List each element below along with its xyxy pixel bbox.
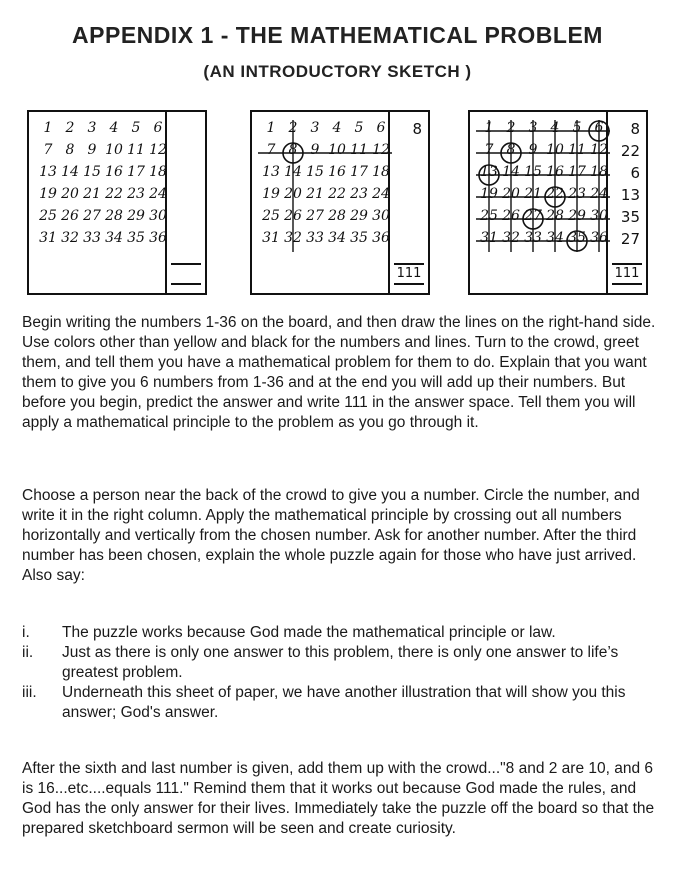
grid-number: 32 [61, 230, 79, 246]
grid-number: 6 [376, 120, 386, 136]
grid-number: 34 [105, 230, 123, 246]
grid-number: 13 [39, 164, 57, 180]
grid-number: 27 [524, 208, 542, 224]
grid-number: 31 [39, 230, 57, 246]
grid-number: 25 [262, 208, 280, 224]
grid-number: 5 [354, 120, 364, 136]
answer-box: 111 [394, 263, 424, 285]
grid-number: 17 [127, 164, 145, 180]
grid-number: 6 [594, 120, 604, 136]
grid-number: 18 [149, 164, 167, 180]
grid-number: 29 [350, 208, 368, 224]
grid-number: 20 [61, 186, 79, 202]
grid-number: 10 [546, 142, 564, 158]
grid-number: 8 [65, 142, 75, 158]
answer-column [167, 112, 205, 293]
grid-number: 27 [83, 208, 101, 224]
grid-number: 20 [502, 186, 520, 202]
chosen-number: 6 [630, 164, 640, 182]
grid-number: 29 [568, 208, 586, 224]
grid-number: 28 [328, 208, 346, 224]
grid-number: 34 [328, 230, 346, 246]
number-grid [29, 112, 167, 293]
grid-number: 20 [284, 186, 302, 202]
grid-number: 15 [306, 164, 324, 180]
paragraph-instructions-3: After the sixth and last number is given, add them up with the crowd..."8 and 2 are 10, and 6 is 16...etc....equals 111." Remind them that it works out because God made the rules, and God has the only answer for their lives. Immediately take the puzzle off the board so that the prepared sketchboard sermon will be seen and create curiosity. [22, 760, 655, 837]
grid-number: 19 [39, 186, 57, 202]
grid-number: 7 [43, 142, 53, 158]
grid-number: 9 [87, 142, 97, 158]
number-grid [470, 112, 608, 293]
grid-number: 9 [310, 142, 320, 158]
grid-number: 30 [372, 208, 390, 224]
list-marker: i. [22, 624, 30, 641]
grid-number: 14 [61, 164, 79, 180]
grid-number: 2 [288, 120, 298, 136]
page-title: APPENDIX 1 - THE MATHEMATICAL PROBLEM [72, 22, 603, 48]
grid-number: 33 [83, 230, 101, 246]
grid-number: 17 [568, 164, 586, 180]
page-subtitle: (AN INTRODUCTORY SKETCH ) [203, 62, 472, 81]
grid-number: 10 [105, 142, 123, 158]
list-item [22, 643, 642, 683]
list-marker: iii. [22, 684, 37, 701]
grid-number: 17 [350, 164, 368, 180]
grid-number: 9 [528, 142, 538, 158]
grid-number: 27 [306, 208, 324, 224]
grid-number: 4 [550, 120, 560, 136]
grid-number: 3 [87, 120, 97, 136]
grid-number: 4 [332, 120, 342, 136]
list-item [22, 623, 642, 643]
chosen-number: 22 [620, 142, 640, 160]
grid-number: 19 [262, 186, 280, 202]
board-completed [468, 110, 648, 295]
chosen-number: 35 [620, 208, 640, 226]
grid-number: 29 [127, 208, 145, 224]
grid-number: 11 [350, 142, 368, 158]
grid-number: 23 [350, 186, 368, 202]
grid-number: 15 [524, 164, 542, 180]
list-text: The puzzle works because God made the mathematical principle or law. [62, 624, 556, 641]
grid-number: 19 [480, 186, 498, 202]
grid-number: 23 [127, 186, 145, 202]
grid-number: 10 [328, 142, 346, 158]
strike-overlay [252, 112, 392, 292]
grid-number: 22 [105, 186, 123, 202]
grid-number: 30 [149, 208, 167, 224]
grid-number: 12 [149, 142, 167, 158]
number-grid [252, 112, 390, 293]
list-item [22, 683, 642, 723]
answer-column [608, 112, 646, 293]
chosen-number: 8 [412, 120, 422, 138]
grid-number: 16 [546, 164, 564, 180]
grid-number: 1 [43, 120, 53, 136]
list-text: Just as there is only one answer to this problem, there is only one answer to life’s greatest problem. [62, 644, 619, 681]
grid-number: 23 [568, 186, 586, 202]
grid-number: 36 [149, 230, 167, 246]
grid-number: 26 [61, 208, 79, 224]
grid-number: 31 [262, 230, 280, 246]
chosen-number: 13 [620, 186, 640, 204]
paragraph-instructions-2: Choose a person near the back of the crowd to give you a number. Circle the number, and write it in the right column. Apply the mathematical principle by crossing out all numbers horizontally and vertically from the chosen number. Ask for another number. After the third number has been chosen, explain the whole puzzle again for those who have just arrived. Also say: [22, 487, 640, 584]
grid-number: 31 [480, 230, 498, 246]
grid-number: 14 [502, 164, 520, 180]
grid-number: 33 [306, 230, 324, 246]
board-blank [27, 110, 207, 295]
grid-number: 11 [568, 142, 586, 158]
grid-number: 5 [131, 120, 141, 136]
grid-number: 22 [328, 186, 346, 202]
grid-number: 26 [284, 208, 302, 224]
answer-column [390, 112, 428, 293]
chosen-number: 27 [620, 230, 640, 248]
grid-number: 28 [546, 208, 564, 224]
grid-number: 2 [65, 120, 75, 136]
grid-number: 21 [524, 186, 542, 202]
grid-number: 12 [590, 142, 608, 158]
grid-number: 25 [480, 208, 498, 224]
grid-number: 13 [262, 164, 280, 180]
grid-number: 21 [306, 186, 324, 202]
boards-figure [0, 110, 675, 300]
grid-number: 18 [590, 164, 608, 180]
grid-number: 34 [546, 230, 564, 246]
grid-number: 3 [310, 120, 320, 136]
grid-number: 8 [288, 142, 298, 158]
paragraph-instructions-1: Begin writing the numbers 1-36 on the board, and then draw the lines on the right-hand side. Use colors other than yellow and black for the numbers and lines. Turn to the crowd, greet them, and tell them you have a mathematical problem for them to do. Explain that you want them to give you 6 numbers from 1-36 and at the end you will add up their numbers. But before you begin, predict the answer and write 111 in the answer space. Tell them you will apply a mathematical principle to the problem as you go through it. [22, 314, 656, 431]
grid-number: 30 [590, 208, 608, 224]
grid-number: 6 [153, 120, 163, 136]
grid-number: 4 [109, 120, 119, 136]
answer-box: 111 [612, 263, 642, 285]
board-first-pick [250, 110, 430, 295]
grid-number: 35 [350, 230, 368, 246]
answer-box [171, 263, 201, 285]
grid-number: 22 [546, 186, 564, 202]
grid-number: 32 [502, 230, 520, 246]
strike-overlay [470, 112, 610, 292]
chosen-number: 8 [630, 120, 640, 138]
list-marker: ii. [22, 644, 34, 661]
talking-points-list [22, 623, 642, 723]
grid-number: 35 [127, 230, 145, 246]
grid-number: 15 [83, 164, 101, 180]
list-text: Underneath this sheet of paper, we have another illustration that will show you this answer; God's answer. [62, 684, 626, 721]
grid-number: 35 [568, 230, 586, 246]
grid-number: 24 [590, 186, 608, 202]
grid-number: 1 [484, 120, 494, 136]
grid-number: 36 [590, 230, 608, 246]
grid-number: 1 [266, 120, 276, 136]
grid-number: 18 [372, 164, 390, 180]
grid-number: 13 [480, 164, 498, 180]
grid-number: 3 [528, 120, 538, 136]
grid-number: 14 [284, 164, 302, 180]
grid-number: 12 [372, 142, 390, 158]
grid-number: 26 [502, 208, 520, 224]
grid-number: 16 [105, 164, 123, 180]
grid-number: 21 [83, 186, 101, 202]
grid-number: 7 [484, 142, 494, 158]
grid-number: 32 [284, 230, 302, 246]
grid-number: 24 [372, 186, 390, 202]
grid-number: 25 [39, 208, 57, 224]
grid-number: 5 [572, 120, 582, 136]
grid-number: 28 [105, 208, 123, 224]
grid-number: 8 [506, 142, 516, 158]
grid-number: 24 [149, 186, 167, 202]
grid-number: 36 [372, 230, 390, 246]
grid-number: 2 [506, 120, 516, 136]
grid-number: 7 [266, 142, 276, 158]
grid-number: 11 [127, 142, 145, 158]
grid-number: 33 [524, 230, 542, 246]
grid-number: 16 [328, 164, 346, 180]
